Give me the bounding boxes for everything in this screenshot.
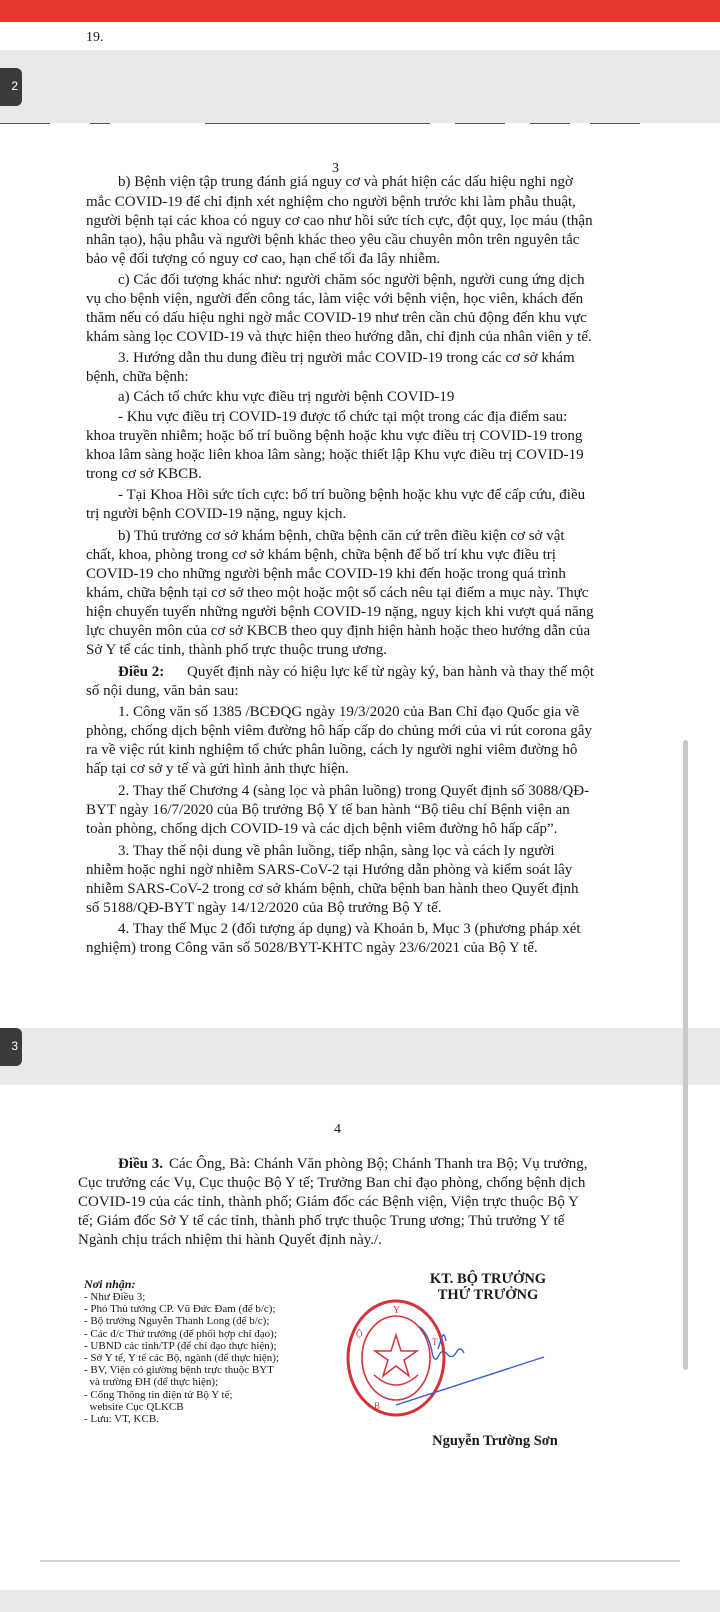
recipients-heading: Nơi nhận:: [84, 1277, 136, 1291]
page-3-line: 3. Hướng dẫn thu dung điều trị người mắc COVID-19 trong các cơ sở khám: [118, 350, 575, 366]
page-3-line: người bệnh tại các khoa có nguy cơ cao như hồi sức tích cực, đột quỵ, lọc máu (thận: [86, 213, 593, 229]
recipient-item: - UBND các tỉnh/TP (để chỉ đạo thực hiện);: [84, 1339, 277, 1352]
page-3-line: nghiệm) trong Công văn số 5028/BYT-KHTC ngày 23/6/2021 của Bộ Y tế.: [86, 940, 538, 956]
recipient-item: - Sở Y tế, Y tế các Bộ, ngành (để thực hiện);: [84, 1352, 279, 1365]
document-page-4: [0, 1085, 720, 1590]
page-3-line: b) Bệnh viện tập trung đánh giá nguy cơ và phát hiện các dấu hiệu nghi ngờ: [118, 174, 573, 190]
official-seal-and-signature: [344, 1297, 564, 1422]
page-4-line: tế; Giám đốc Sở Y tế các tỉnh, thành phố trực thuộc Trung ương; Thủ trưởng Y tế: [78, 1213, 565, 1229]
page-3-line: hiện chuyển tuyến những người bệnh COVID-19 nặng, nguy kịch khi vượt quá năng: [86, 604, 594, 620]
page-3-line: bảo vệ đối tượng có nguy cơ cao, hạn chế tối đa lây nhiễm.: [86, 251, 441, 267]
scrollbar[interactable]: [683, 740, 688, 1370]
page-3-line: hấp tại cơ sở y tế và gửi hình ảnh thực hiện.: [86, 761, 349, 777]
page-number: 4: [334, 1122, 341, 1137]
svg-text:Ộ: Ộ: [356, 1329, 363, 1339]
svg-text:Y: Y: [393, 1305, 401, 1316]
title-line-1: KT. BỘ TRƯỞNG: [429, 1271, 547, 1287]
page-3-line: số nội dung, văn bản sau:: [86, 683, 239, 699]
signer-name: Nguyễn Trường Sơn: [432, 1433, 558, 1449]
page-fragment-text: 19.: [86, 30, 104, 45]
page-3-line: 4. Thay thế Mục 2 (đối tượng áp dụng) và Khoản b, Mục 3 (phương pháp xét: [118, 921, 581, 937]
signature-icon: [396, 1327, 544, 1405]
page-4-line: COVID-19 của các tỉnh, thành phố; Giám đốc các Bệnh viện, Viện trực thuộc Bộ Y: [78, 1194, 579, 1210]
page-3-line: mắc COVID-19 để chỉ định xét nghiệm cho người bệnh trước khi làm phẫu thuật,: [86, 194, 576, 210]
page-3-line: khoa truyền nhiễm; hoặc bố trí buồng bệnh hoặc khu vực điều trị COVID-19 trong: [86, 428, 583, 444]
page-tab-3[interactable]: 3: [0, 1028, 22, 1066]
recipient-item: - Lưu: VT, KCB.: [84, 1413, 159, 1426]
page-3-line: trong cơ sở KBCB.: [86, 466, 202, 482]
page-tab-2[interactable]: 2: [0, 68, 22, 106]
recipients-block: [84, 1277, 279, 1425]
page-3-line: 3. Thay thế nội dung về phân luồng, tiếp nhận, sàng lọc và cách ly người: [118, 843, 555, 859]
page-3-line: Điều 2:: [118, 664, 165, 680]
page-3-line: vụ cho bệnh viện, người đến công tác, làm việc với bệnh viện, học viên, khách đến: [86, 291, 584, 307]
bottom-divider: [40, 1560, 680, 1562]
page-3-line: - Tại Khoa Hồi sức tích cực: bố trí buồng bệnh hoặc khu vực để cấp cứu, điều: [118, 487, 586, 503]
seal-icon: [348, 1301, 444, 1415]
page-4-line: Cục trưởng các Vụ, Cục thuộc Bộ Y tế; Trưởng Ban chỉ đạo phòng, chống bệnh dịch: [78, 1175, 586, 1191]
page-3-line: nhiễm SARS-CoV-2 trong cơ sở khám bệnh, chữa bệnh ban hành theo Quyết định: [86, 881, 579, 897]
page-3-line: lực chuyên môn của cơ sở KBCB theo quy định hiện hành hoặc theo hướng dẫn của: [86, 623, 591, 639]
previous-page-fragment: [0, 22, 720, 50]
page-number: 3: [332, 161, 339, 176]
page-3-line: c) Các đối tượng khác như: người chăm sóc người bệnh, người cung ứng dịch: [118, 272, 585, 288]
page-3-line: nhân tạo), hậu phẫu và người bệnh khác theo yêu cầu chuyên môn trên nguyên tắc: [86, 232, 580, 248]
page-3-line: b) Thủ trưởng cơ sở khám bệnh, chữa bệnh căn cứ trên điều kiện cơ sở vật: [118, 528, 565, 544]
page-3-line: phòng, chống dịch bệnh viêm đường hô hấp cấp do chủng mới của vi rút corona gây: [86, 723, 592, 739]
page-3-line: thăm nếu có dấu hiệu nghi ngờ mắc COVID-19 như trên cần chủ động đến khu vực: [86, 310, 587, 326]
page-3-line: BYT ngày 16/7/2020 của Bộ trưởng Bộ Y tế ban hành “Bộ tiêu chí Bệnh viện an: [86, 802, 570, 818]
top-bar: [0, 0, 720, 22]
page-3-line: Sở Y tế các tỉnh, thành phố trực thuộc trung ương.: [86, 642, 387, 658]
page-3-line: số 5188/QĐ-BYT ngày 14/12/2020 của Bộ trưởng Bộ Y tế.: [86, 900, 442, 916]
page-4-line: Điều 3.: [118, 1156, 163, 1172]
page-3-line: - Khu vực điều trị COVID-19 được tổ chức tại một trong các địa điểm sau:: [118, 409, 568, 425]
page-3-line: 2. Thay thế Chương 4 (sàng lọc và phân luồng) trong Quyết định số 3088/QĐ-: [118, 783, 590, 799]
recipient-item: - Bộ trưởng Nguyễn Thanh Long (để b/c);: [84, 1315, 270, 1328]
page-3-line: toàn phòng, chống dịch COVID-19 và các dịch bệnh viêm đường hô hấp cấp”.: [86, 821, 558, 837]
recipient-item: - BV, Viện có giường bệnh trực thuộc BYT: [84, 1364, 274, 1377]
page-4-line: Ngành chịu trách nhiệm thi hành Quyết định này./.: [78, 1232, 382, 1248]
page-3-line: a) Cách tổ chức khu vực điều trị người bệnh COVID-19: [118, 389, 455, 405]
page-3-line: COVID-19 cho những người bệnh mắc COVID-19 khi đến hoặc trong quá trình: [86, 566, 566, 582]
document-page-3: [0, 123, 720, 1028]
svg-text:T: T: [432, 1337, 438, 1347]
page-3-line: bệnh, chữa bệnh:: [86, 369, 189, 385]
recipient-item: - Phó Thủ tướng CP. Vũ Đức Đam (để b/c);: [84, 1303, 276, 1316]
recipient-item: - Các đ/c Thứ trưởng (để phối hợp chỉ đạo);: [84, 1327, 277, 1340]
recipient-item: website Cục QLKCB: [84, 1400, 184, 1413]
svg-text:B: B: [374, 1401, 381, 1411]
page-3-line: chất, khoa, phòng trong cơ sở khám bệnh, chữa bệnh để bố trí khu vực điều trị: [86, 547, 556, 563]
recipient-item: và trường ĐH (để thực hiện);: [84, 1376, 219, 1389]
recipient-item: - Như Điều 3;: [84, 1291, 146, 1303]
page-3-line: khám sàng lọc COVID-19 và thực hiện theo hướng dẫn, chỉ định của nhân viên y tế.: [86, 329, 592, 345]
page-3-line: khoa lâm sàng hoặc liên khoa lâm sàng; hoặc thiết lập Khu vực điều trị COVID-19: [86, 447, 584, 463]
page-3-line: trị người bệnh COVID-19 nặng, nguy kịch.: [86, 506, 347, 522]
recipient-item: - Cổng Thông tin điện tử Bộ Y tế;: [84, 1388, 233, 1401]
page-4-line: Các Ông, Bà: Chánh Văn phòng Bộ; Chánh Thanh tra Bộ; Vụ trưởng,: [169, 1156, 588, 1172]
page-3-line: khám, chữa bệnh tại cơ sở theo một hoặc một số cách nêu tại điểm a mục này. Thực: [86, 585, 589, 601]
page-3-line: ra về việc rút kinh nghiệm tổ chức phân luồng, cách ly người nghi viêm đường hô: [86, 742, 578, 758]
page-3-line: 1. Công văn số 1385 /BCĐQG ngày 19/3/2020 của Ban Chỉ đạo Quốc gia về: [118, 704, 580, 720]
page-3-line: nhiễm hoặc nghi ngờ nhiễm SARS-CoV-2 tại Hướng dẫn phòng và kiểm soát lây: [86, 862, 573, 878]
page-3-line: Quyết định này có hiệu lực kể từ ngày ký, ban hành và thay thế một: [187, 664, 594, 680]
title-line-2: THỨ TRƯỞNG: [437, 1287, 539, 1303]
